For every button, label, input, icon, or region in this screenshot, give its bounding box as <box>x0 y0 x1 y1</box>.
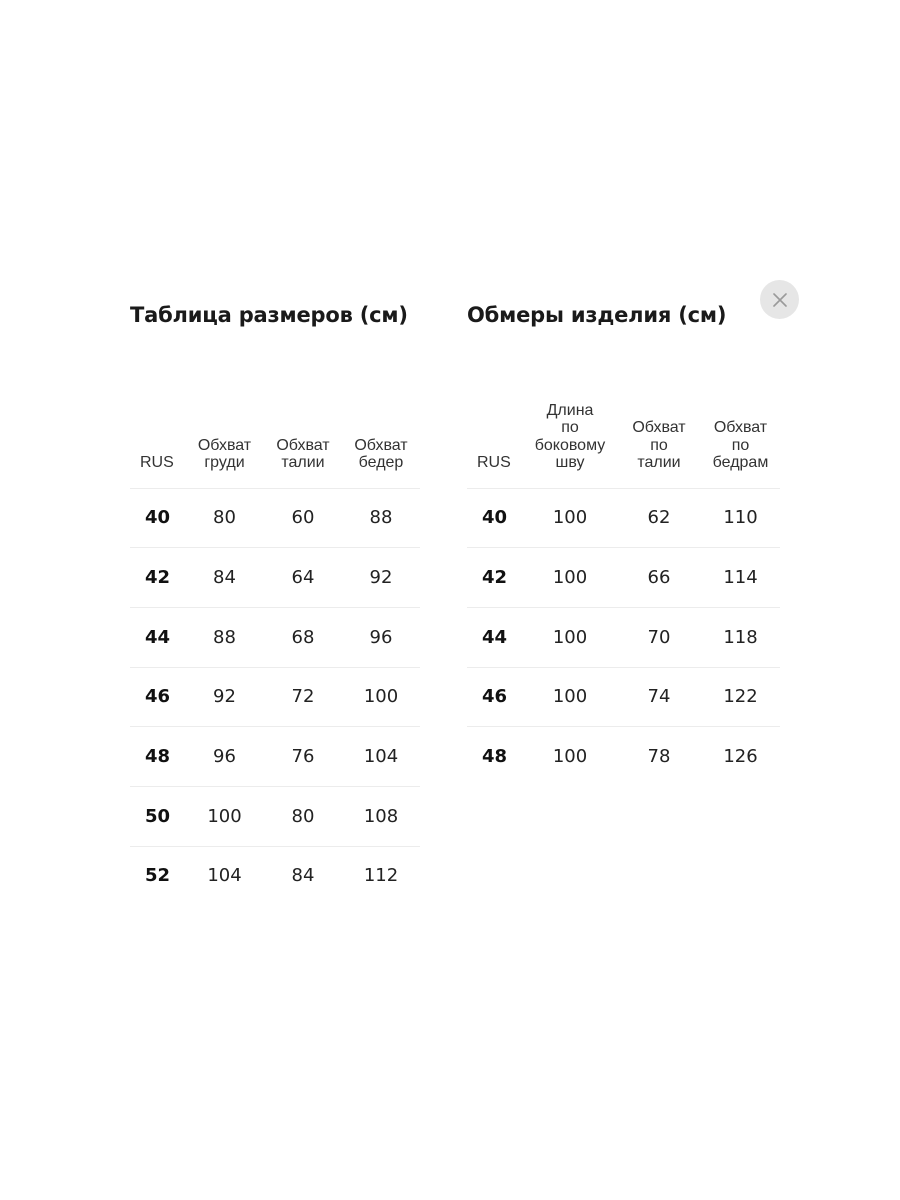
header-line: талии <box>637 454 681 471</box>
header-line: бедрам <box>712 454 769 471</box>
header-line: по <box>731 436 750 454</box>
column-header-rus <box>467 400 523 488</box>
header-line: Длина <box>546 401 594 419</box>
value-cell: 100 <box>523 548 617 608</box>
size-cell: 40 <box>130 488 185 548</box>
value-cell: 100 <box>523 667 617 727</box>
header-line: груди <box>204 454 245 471</box>
column-header-rus <box>130 400 185 488</box>
value-cell: 104 <box>207 865 242 887</box>
table-row <box>130 548 420 608</box>
header-line: RUS <box>477 454 511 471</box>
value-cell: 88 <box>342 488 420 548</box>
table-row <box>130 786 420 846</box>
header-line: Обхват <box>632 419 686 436</box>
table-row <box>467 607 780 667</box>
size-cell: 48 <box>130 727 185 787</box>
header-line: боковому <box>534 436 606 454</box>
value-cell: 74 <box>617 667 701 727</box>
value-cell: 76 <box>264 727 342 787</box>
size-cell: 42 <box>130 548 185 608</box>
table-header-row <box>467 400 780 488</box>
table-row <box>130 667 420 727</box>
value-cell: 64 <box>264 548 342 608</box>
column-header <box>342 400 420 488</box>
value-cell: 108 <box>342 786 420 846</box>
value-cell: 100 <box>552 746 588 768</box>
value-cell: 100 <box>342 667 420 727</box>
table-row <box>130 727 420 787</box>
header-line: талии <box>281 454 325 471</box>
product-measurements-table <box>467 400 780 786</box>
size-chart-panel <box>130 300 420 887</box>
table-row <box>467 727 780 786</box>
size-chart-title: Таблица размеров (см) <box>130 303 408 327</box>
product-measurements-panel <box>467 300 780 768</box>
table-row <box>130 607 420 667</box>
value-cell: 68 <box>264 607 342 667</box>
value-cell: 96 <box>342 607 420 667</box>
value-cell: 60 <box>264 488 342 548</box>
table-row <box>130 488 420 548</box>
value-cell: 96 <box>185 727 264 787</box>
table-header-row <box>130 400 420 488</box>
value-cell: 114 <box>701 548 780 608</box>
header-line: Обхват <box>197 436 252 454</box>
header-line: шву <box>555 454 585 471</box>
size-cell: 42 <box>467 548 523 608</box>
value-cell: 122 <box>701 667 780 727</box>
table-row <box>467 488 780 548</box>
header-line: Обхват <box>354 436 408 454</box>
table-row <box>130 846 420 905</box>
size-cell: 46 <box>130 667 185 727</box>
size-cell: 40 <box>467 488 523 548</box>
value-cell: 100 <box>523 607 617 667</box>
size-cell: 46 <box>467 667 523 727</box>
size-chart-table <box>130 400 420 905</box>
header-line: Обхват <box>713 419 768 436</box>
product-measurements-title: Обмеры изделия (см) <box>467 303 727 327</box>
table-row <box>467 548 780 608</box>
value-cell: 126 <box>723 746 758 768</box>
size-cell: 50 <box>130 786 185 846</box>
value-cell: 62 <box>617 488 701 548</box>
value-cell: 110 <box>701 488 780 548</box>
column-header <box>523 400 617 488</box>
column-header <box>185 400 264 488</box>
size-cell: 44 <box>130 607 185 667</box>
value-cell: 84 <box>185 548 264 608</box>
value-cell: 84 <box>291 865 315 887</box>
value-cell: 78 <box>647 746 671 768</box>
value-cell: 100 <box>185 786 264 846</box>
value-cell: 72 <box>264 667 342 727</box>
size-cell: 44 <box>467 607 523 667</box>
header-line: бедер <box>358 454 404 471</box>
value-cell: 112 <box>363 865 399 887</box>
value-cell: 92 <box>342 548 420 608</box>
header-line: RUS <box>140 454 174 471</box>
table-row <box>467 667 780 727</box>
size-cell: 48 <box>482 746 508 768</box>
value-cell: 92 <box>185 667 264 727</box>
header-line: Обхват <box>276 436 330 454</box>
value-cell: 66 <box>617 548 701 608</box>
value-cell: 80 <box>185 488 264 548</box>
column-header <box>617 400 701 488</box>
value-cell: 88 <box>185 607 264 667</box>
size-cell: 52 <box>145 865 171 887</box>
column-header <box>701 400 780 488</box>
value-cell: 118 <box>701 607 780 667</box>
value-cell: 70 <box>617 607 701 667</box>
column-header <box>264 400 342 488</box>
value-cell: 100 <box>523 488 617 548</box>
header-line: по <box>561 419 579 436</box>
value-cell: 80 <box>264 786 342 846</box>
header-line: по <box>650 436 668 454</box>
value-cell: 104 <box>342 727 420 787</box>
